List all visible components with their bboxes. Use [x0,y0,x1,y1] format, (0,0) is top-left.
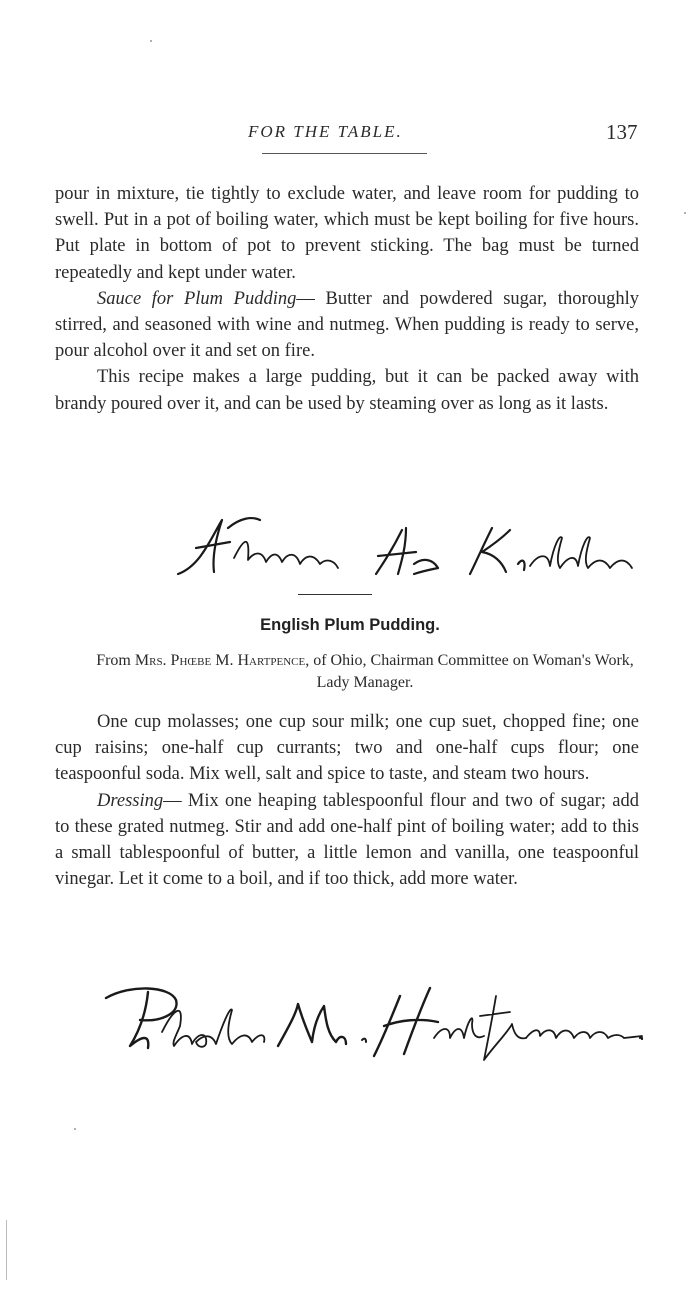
paper-speck [150,40,152,42]
attribution-from: From [96,652,135,669]
dressing-dash: — [163,790,188,811]
storage-paragraph: This recipe makes a large pudding, but it can be packed away with brandy poured over it, and can be used by steaming over as long as it lasts. [55,367,639,414]
sauce-dash: — [296,288,326,309]
sauce-text: Butter and powdered sugar, thoroughly stirred, and seasoned with wine and nutmeg. When pudding is ready to serve, pour alcohol over it and set on fire. [55,288,639,362]
ingredients-paragraph: One cup molasses; one cup sour milk; one cup suet, chopped fine; one cup raisins; one-half cup currants; two and one-half cups flour; one teaspoonful soda. Mix well, salt and spice to taste, and steam two hours. [55,712,639,785]
section-divider [298,594,372,595]
attribution-rest: of Ohio, Chairman Committee on Woman's Work, Lady Manager. [309,652,634,691]
sauce-paragraph [55,286,639,365]
running-head-rule [262,153,427,154]
paper-speck [74,1128,76,1130]
recipe-text [55,709,639,892]
recipe-attribution [95,650,635,694]
paper-speck [684,212,686,214]
attribution-name: Mrs. Phœbe M. Hartpence, [134,652,310,669]
continuation-text [55,181,639,417]
running-head-title: FOR THE TABLE. [248,122,403,141]
signature-drawing [100,976,650,1066]
recipe-title: English Plum Pudding. [260,616,440,634]
signature-drawing [170,508,650,588]
dressing-paragraph [55,788,639,893]
running-head [0,120,700,150]
signature-phoebe-hartpence [100,976,650,1066]
page-edge-mark [6,1220,7,1280]
dressing-label: Dressing [97,790,164,811]
signature-almira-kidder [170,508,650,588]
dressing-text: Mix one heaping tablespoonful flour and two of sugar; add to these grated nutmeg. Stir and add one-half pint of boiling water; add to this a small tablespoonful of butter, a little lemon and vanilla, one teaspoonful vinegar. Let it come to a boil, and if too thick, add more water. [55,790,639,890]
continuation-paragraph: pour in mixture, tie tightly to exclude water, and leave room for pudding to swell. Put in a pot of boiling water, which must be kept boiling for five hours. Put plate in bottom of pot to prevent sticking. The bag must be turned repeatedly and kept under water. [55,184,639,283]
sauce-label: Sauce for Plum Pudding [97,288,297,309]
page-number: 137 [606,120,638,144]
